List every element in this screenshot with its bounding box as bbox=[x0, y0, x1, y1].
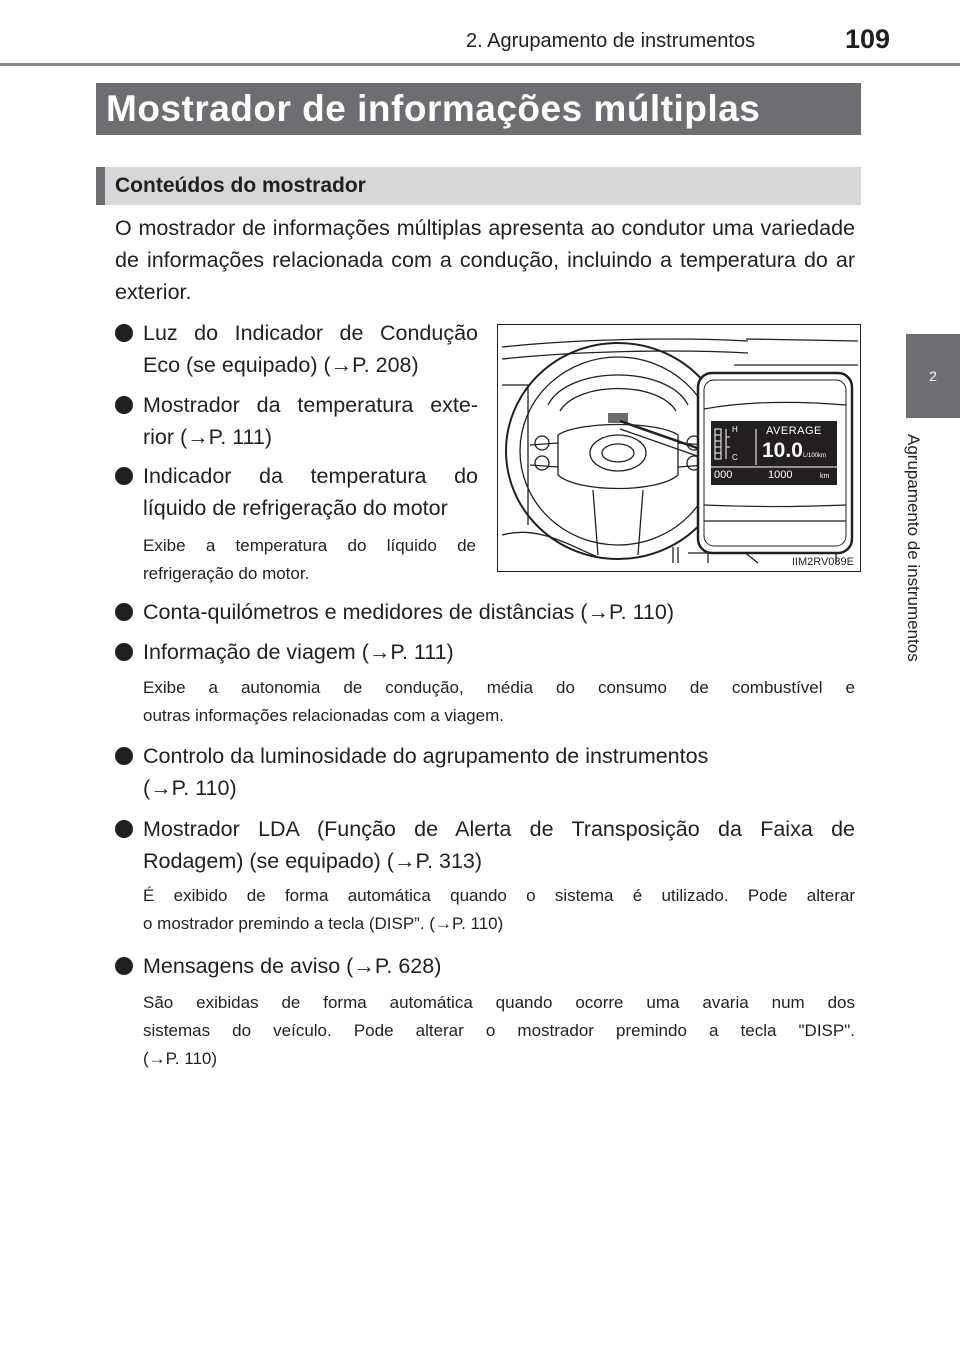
list-item-note: São exibidas de forma automática quando ocorre uma avaria num dos sistemas do veículo. Pode alterar o mostrador premindo a tecla "DISP". (→P. 110) bbox=[143, 993, 855, 1068]
list-item-note: Exibe a autonomia de condução, média do consumo de combustível e outras informações relacionadas com a viagem. bbox=[143, 678, 855, 725]
list-item-text: (→P. 110) bbox=[143, 776, 237, 800]
lcd-unit: L/100km bbox=[803, 453, 827, 459]
chapter-title: Agrupamento de instrumentos bbox=[904, 434, 923, 662]
page-title: Mostrador de informações múltiplas bbox=[96, 83, 861, 135]
header-divider bbox=[0, 63, 960, 66]
list-item-text: rior (→P. 111) bbox=[143, 425, 273, 449]
list-item-note: É exibido de forma automática quando o sistema é utilizado. Pode alterar o mostrador premindo a tecla (DISP”. (→P. 110) bbox=[143, 886, 855, 933]
page-number: 109 bbox=[845, 24, 891, 54]
list-item-text: Rodagem) (se equipado) (→P. 313) bbox=[143, 849, 483, 873]
chapter-tab[interactable] bbox=[906, 334, 960, 418]
list-item-text: Luz do Indicador de Condução bbox=[143, 321, 478, 345]
bullet-icon bbox=[115, 396, 133, 414]
lcd-trip: 1000 bbox=[768, 469, 793, 481]
chapter-number: 2 bbox=[929, 368, 937, 384]
list-item-text: Mensagens de aviso (→P. 628) bbox=[143, 954, 442, 978]
figure-code: IIM2RV039E bbox=[791, 556, 854, 568]
section-heading: Conteúdos do mostrador bbox=[96, 167, 861, 205]
lcd-trip-unit: km bbox=[820, 473, 830, 480]
lcd-value: 10.0 bbox=[762, 439, 803, 462]
list-item-text: Controlo da luminosidade do agrupamento de instrumentos bbox=[143, 744, 709, 768]
header-section-title: 2. Agrupamento de instrumentos bbox=[466, 30, 756, 52]
bullet-icon bbox=[115, 643, 133, 661]
list-item-text: Indicador da temperatura do bbox=[143, 464, 478, 488]
list-item-text: Conta-quilómetros e medidores de distâncias (→P. 110) bbox=[143, 600, 675, 624]
bullet-icon bbox=[115, 603, 133, 621]
dashboard-illustration bbox=[497, 324, 861, 572]
lcd-c-label: C bbox=[732, 453, 738, 462]
list-item-text: Informação de viagem (→P. 111) bbox=[143, 640, 454, 664]
list-item-note: Exibe a temperatura do líquido de refrigeração do motor. bbox=[143, 536, 476, 583]
list-item-text: Mostrador da temperatura exte- bbox=[143, 393, 478, 417]
list-item-text: Mostrador LDA (Função de Alerta de Transposição da Faixa de bbox=[143, 817, 855, 841]
lcd-odometer: 000 bbox=[714, 469, 733, 481]
bullet-icon bbox=[115, 957, 133, 975]
bullet-icon bbox=[115, 820, 133, 838]
intro-paragraph: O mostrador de informações múltiplas apresenta ao condutor uma variedade de informações relacionada com a condução, incluindo a temperatura do ar exterior. bbox=[115, 216, 855, 304]
lcd-h-label: H bbox=[732, 425, 738, 434]
list-item-text: Eco (se equipado) (→P. 208) bbox=[143, 353, 419, 377]
bullet-icon bbox=[115, 467, 133, 485]
bullet-icon bbox=[115, 747, 133, 765]
lcd-mode-label: AVERAGE bbox=[766, 425, 822, 437]
list-item-text: líquido de refrigeração do motor bbox=[143, 496, 448, 520]
bullet-icon bbox=[115, 324, 133, 342]
